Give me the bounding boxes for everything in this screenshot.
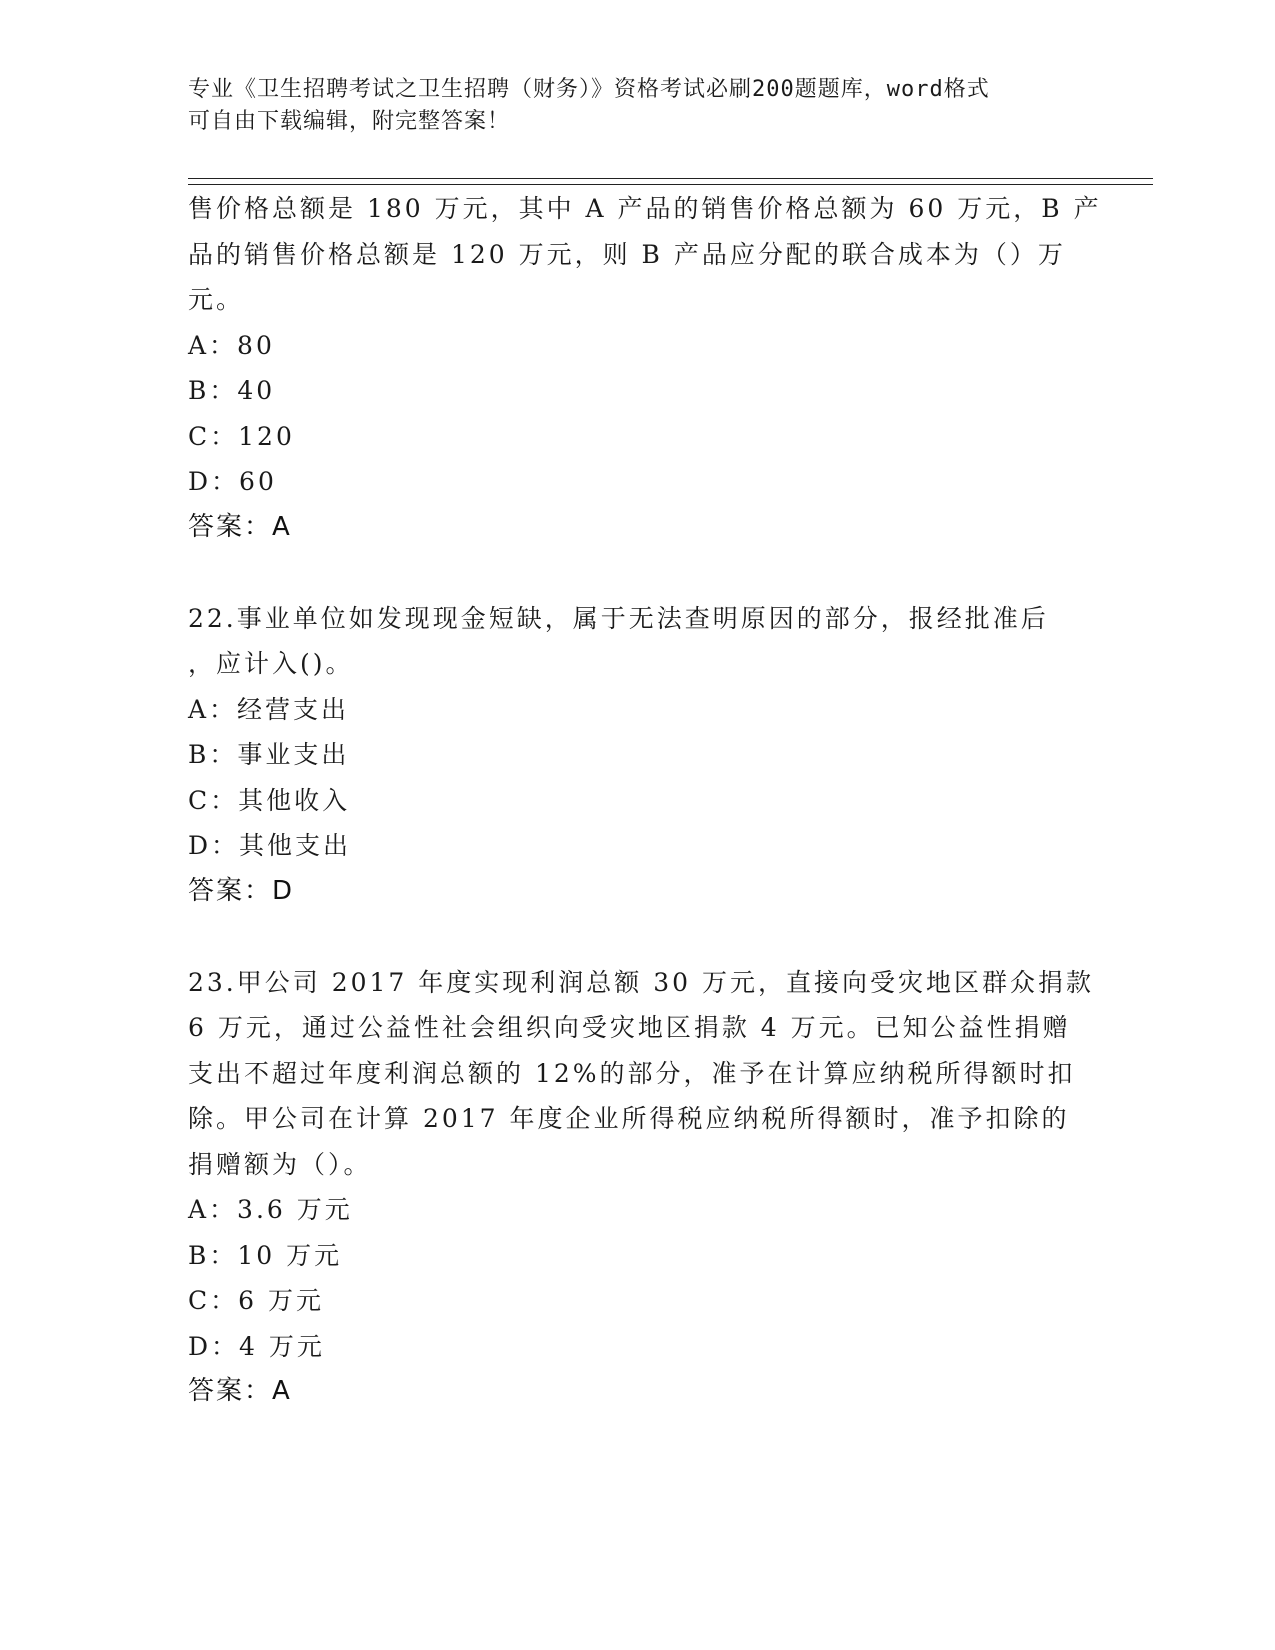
- question-23: [188, 960, 1094, 1415]
- question-stem-line: 品的销售价格总额是 120 万元，则 B 产品应分配的联合成本为（）万: [188, 239, 1066, 269]
- option-d: D：4 万元: [188, 1331, 325, 1361]
- option-c: C：其他收入: [188, 785, 351, 815]
- question-stem-line: 22.事业单位如发现现金短缺，属于无法查明原因的部分，报经批准后: [188, 603, 1049, 633]
- answer-line: 答案：A: [188, 1376, 292, 1406]
- header-title-line-2: 可自由下载编辑，附完整答案！: [188, 109, 511, 134]
- question-22: [188, 596, 1088, 915]
- option-c: C：120: [188, 421, 295, 451]
- option-a: A：经营支出: [188, 694, 350, 724]
- answer-line: 答案：A: [188, 511, 292, 542]
- header-divider-bottom: [188, 184, 1153, 185]
- option-b: B：事业支出: [188, 740, 350, 769]
- option-b: B：40: [188, 376, 276, 405]
- option-d: D：60: [188, 467, 277, 496]
- option-b: B：10 万元: [188, 1240, 343, 1270]
- option-a: A：80: [188, 330, 275, 360]
- answer-line: 答案：D: [188, 875, 295, 906]
- question-stem-line: 6 万元，通过公益性社会组织向受灾地区捐款 4 万元。已知公益性捐赠: [188, 1013, 1071, 1042]
- question-spacer: [188, 914, 1088, 960]
- document-header: [188, 74, 1068, 138]
- header-divider-top: [188, 178, 1153, 179]
- option-c: C：6 万元: [188, 1286, 324, 1315]
- question-spacer: [188, 550, 1088, 596]
- question-content: [188, 186, 1102, 1415]
- option-a: A：3.6 万元: [188, 1195, 353, 1224]
- question-stem-line: 23.甲公司 2017 年度实现利润总额 30 万元，直接向受灾地区群众捐款: [188, 967, 1094, 997]
- question-stem-line: 元。: [188, 285, 245, 314]
- question-stem-line: 捐赠额为（）。: [188, 1149, 372, 1179]
- question-stem-line: 售价格总额是 180 万元，其中 A 产品的销售价格总额为 60 万元，B 产: [188, 194, 1102, 223]
- question-stem-line: 支出不超过年度利润总额的 12%的部分，准予在计算应纳税所得额时扣: [188, 1058, 1076, 1088]
- question-21: [188, 186, 1102, 550]
- question-stem-line: ，应计入()。: [188, 649, 354, 678]
- option-d: D：其他支出: [188, 831, 352, 860]
- question-stem-line: 除。甲公司在计算 2017 年度企业所得税应纳税所得额时，准予扣除的: [188, 1104, 1070, 1133]
- header-title-line-1: 专业《卫生招聘考试之卫生招聘（财务）》资格考试必刷200题题库，word格式: [188, 77, 990, 102]
